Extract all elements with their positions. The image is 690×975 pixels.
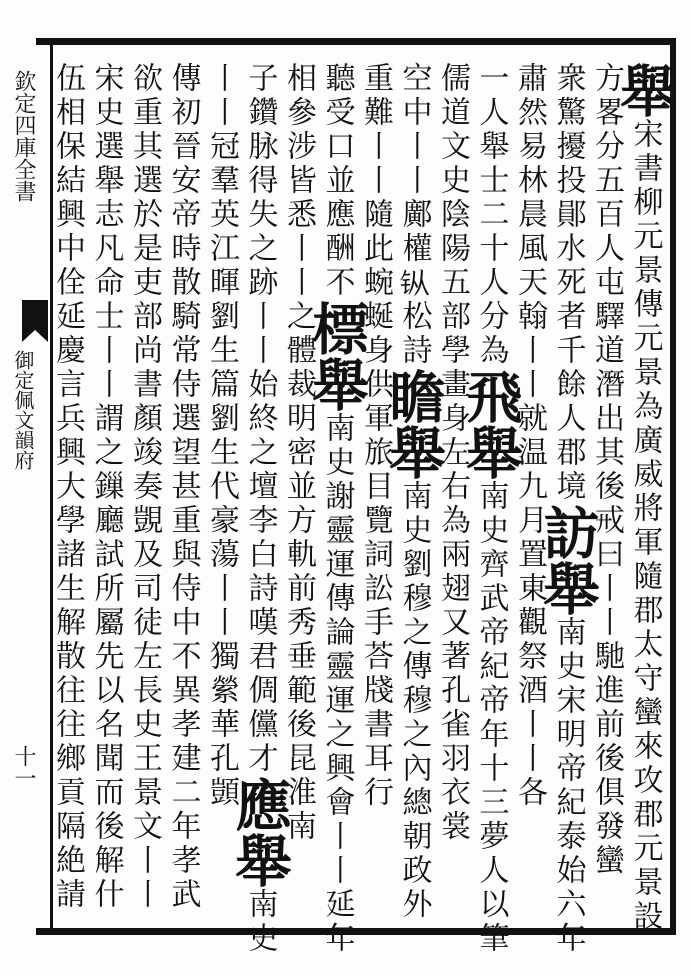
- text-segment: 傳初晉安帝時散騎常侍選望甚重與侍中不異孝建二年孝武: [165, 62, 201, 912]
- text-segment: 南史謝靈運傳論靈運之興會丨丨延年: [319, 412, 355, 956]
- text-segment: 方畧分五百人屯驛道潛出其後戒曰丨丨馳進前後俱發蠻: [589, 62, 624, 878]
- text-segment: 聽受口並應酬不: [319, 62, 355, 300]
- text-segment: 重難丨丨隨此蜿蜒身: [358, 62, 393, 368]
- text-segment: 宋書柳元景傳元景為廣威將軍隨郡太守蠻來攻郡元景設: [627, 118, 663, 934]
- text-column: [303, 62, 370, 956]
- right-border: [670, 38, 676, 935]
- text-segment: 供軍旅目覽詞訟手荅牋書耳行: [358, 368, 393, 810]
- entry-heading: 舉: [611, 62, 678, 118]
- text-segment: 宋史選舉志凡命士丨丨謂之鏁廳試所屬先以名聞而後解什: [88, 62, 124, 912]
- text-column: [199, 62, 243, 924]
- entry-heading: 瞻舉: [380, 368, 447, 480]
- text-column: [122, 62, 166, 924]
- text-column: [84, 62, 128, 924]
- page-number: 十一: [11, 745, 36, 789]
- text-segment: 南史: [242, 888, 278, 956]
- text-segment: 儒道文史陰陽五部學: [435, 62, 470, 368]
- text-column: [534, 62, 601, 956]
- text-segment: 衆驚擾投鄖水死者千餘人郡境: [550, 62, 586, 504]
- text-segment: 南史宋明帝紀泰始六年: [550, 616, 586, 956]
- text-segment: 南史齊武帝紀帝年十三夢人以筆: [473, 480, 509, 956]
- text-segment: 一人舉士二十人分為: [473, 62, 509, 368]
- margin-title: 欽定四庫全書: [11, 70, 36, 202]
- text-column: [430, 62, 474, 924]
- text-segment: 南史劉穆之傳穆之內總朝政外: [396, 480, 432, 922]
- text-column: [457, 62, 524, 956]
- text-segment: 伍相保結興中佺延慶言兵興大學諸生解散往往鄉貢隔絶請: [50, 62, 85, 912]
- text-segment: 欲重其選於是吏部尚書顏竣奏覬及司徒左長史王景文丨丨: [127, 62, 162, 912]
- text-segment: 空中丨丨鄺權𫓩松詩: [396, 62, 432, 368]
- margin-subtitle: 御定佩文韻府: [11, 350, 35, 470]
- text-segment: 子鑽脉得失之跡丨丨始終之壇李白詩嘆君倜儻才: [242, 62, 278, 776]
- entry-heading: 應舉: [226, 776, 293, 888]
- text-column: [353, 62, 397, 924]
- text-column: [584, 62, 628, 924]
- text-segment: 丨丨冠羣英江暉劉生篇劉生代豪蕩丨丨獨縈華: [204, 62, 239, 742]
- text-column: [45, 62, 89, 924]
- text-segment: 九月置東觀祭酒丨丨各: [512, 470, 547, 810]
- text-column: [507, 62, 551, 924]
- text-segment: 畫身左右為兩翅又著孔雀羽衣裳: [435, 368, 470, 844]
- text-segment: 肅然易林晨風天翰丨丨就温: [512, 62, 547, 470]
- entry-heading: 訪舉: [534, 504, 601, 616]
- text-column: [226, 62, 293, 956]
- top-border: [36, 38, 676, 45]
- entry-heading: 標舉: [303, 300, 370, 412]
- text-segment: 之體裁明密並方軌前秀垂範後昆淮南: [281, 300, 316, 844]
- text-column: [380, 62, 447, 924]
- text-column: [611, 62, 678, 934]
- text-segment: 孔顗: [204, 742, 239, 810]
- text-column: [161, 62, 205, 924]
- entry-heading: 飛舉: [457, 368, 524, 480]
- text-segment: 相參涉皆悉丨丨: [281, 62, 316, 300]
